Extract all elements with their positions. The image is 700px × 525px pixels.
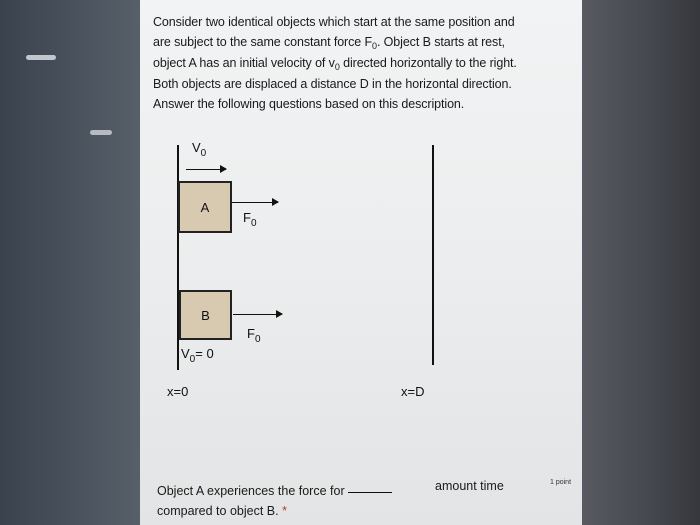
prompt-line: Both objects are displaced a distance D in the horizontal direction. [153,77,512,91]
force-b-label: $F_0$ [247,326,261,345]
prompt-line: Answer the following questions based on this description. [153,97,465,111]
force-a-label: $F_0$ [243,210,257,229]
question-text-line2: compared to object B. [157,504,279,518]
x-end-label: x=D [401,384,425,399]
screen-glare [90,130,112,135]
screen-glare [26,55,56,60]
object-a-box: A [178,181,232,233]
velocity-a-arrow [186,169,226,170]
velocity-a-label: $V_0$ [192,140,207,159]
prompt-line: object A has an initial velocity of $v_0$ directed horizontally to the right. [153,56,517,72]
problem-description [153,12,573,114]
prompt-line: Consider two identical objects which start at the same position and [153,15,515,29]
question-text: Object A experiences the force for [157,484,345,498]
prompt-line: are subject to the same constant force $F_0$. Object B starts at rest, [153,35,505,51]
force-b-arrow [233,314,282,315]
background-left [0,0,140,525]
background-right [582,0,700,525]
points-badge: 1 point [550,479,572,486]
velocity-b-label: $V_0= 0$ [181,346,214,365]
answer-blank[interactable] [348,492,392,493]
required-marker: * [282,504,287,518]
force-a-arrow [232,202,278,203]
object-b-box: B [179,290,232,340]
x-start-label: x=0 [167,384,189,399]
question-text-after: amount time [435,479,504,493]
end-line [432,145,434,365]
